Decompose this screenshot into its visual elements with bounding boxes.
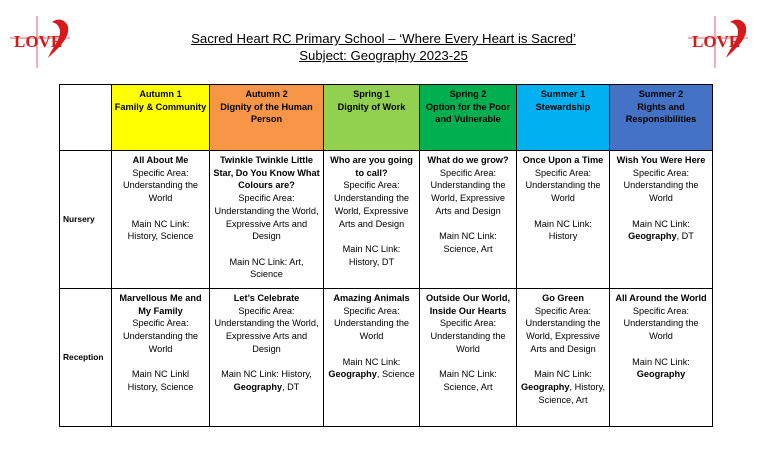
topic-title: Outside Our World, Inside Our Hearts: [425, 293, 511, 316]
topic-cell: [210, 151, 324, 289]
area-text: Understanding the World: [122, 180, 199, 204]
topic-title: All About Me: [132, 155, 189, 165]
topic-cell: [420, 289, 517, 427]
nc-label: Main NC Link: Art, Science: [229, 256, 304, 280]
topic-title: Let’s Celebrate: [233, 293, 300, 303]
topic-cell: [517, 151, 610, 289]
term-name: Spring 1: [353, 89, 390, 99]
topic-cell: [517, 289, 610, 427]
nc-text: [612, 230, 710, 243]
svg-text:LOVE: LOVE: [14, 32, 63, 51]
area-label: Specific Area:: [534, 305, 592, 316]
area-label: Specific Area:: [343, 305, 400, 316]
row-label: Reception: [60, 289, 112, 427]
topic-cell: [610, 151, 713, 289]
term-name: Spring 2: [449, 89, 487, 99]
term-header-autumn-1: [112, 85, 210, 151]
area-label: Specific Area:: [343, 180, 400, 191]
term-name: Autumn 2: [245, 89, 288, 99]
nc-label: Main NC Link:: [439, 369, 497, 380]
term-name: Summer 2: [638, 89, 684, 99]
area-text: Understanding the World, Expressive Arts and Design: [214, 205, 319, 242]
area-text: Understanding the World, Expressive Arts and Design: [525, 318, 601, 354]
area-text: Understanding the World: [525, 180, 601, 204]
topic-cell: [324, 151, 420, 289]
topic-cell: [112, 289, 210, 427]
document-subtitle: Subject: Geography 2023-25: [299, 48, 468, 63]
table-row-nursery: [60, 151, 713, 289]
row-label: Nursery: [60, 151, 112, 289]
topic-cell: [610, 289, 713, 427]
nc-text: History, Science: [127, 381, 194, 392]
area-label: Specific Area:: [238, 193, 295, 204]
topic-title: Marvellous Me and My Family: [119, 293, 202, 316]
term-header-row: [60, 85, 713, 151]
nc-label: Main NC Link:: [131, 218, 190, 229]
topic-cell: [112, 151, 210, 289]
topic-cell: [420, 151, 517, 289]
area-text: Understanding the World: [623, 180, 699, 204]
term-header-summer-1: [517, 85, 610, 151]
area-text: Understanding the World: [333, 318, 410, 342]
nc-rest: , DT: [282, 381, 300, 392]
topic-title: Amazing Animals: [333, 293, 410, 303]
nc-label: Main NC Link:: [632, 218, 690, 229]
nc-bold-subject: Geography: [233, 381, 283, 392]
area-label: Specific Area:: [632, 167, 690, 178]
area-label: Specific Area:: [132, 318, 189, 329]
nc-label: Main NC Link:: [632, 356, 690, 367]
nc-text: [326, 368, 417, 381]
nc-label: Main NC Link:: [534, 369, 592, 380]
nc-label: Main NC Link:: [342, 243, 401, 254]
term-theme: Rights and Responsibilities: [625, 101, 697, 125]
nc-label: Main NC Link:: [534, 218, 592, 229]
term-theme: Stewardship: [535, 101, 591, 112]
geography-curriculum-table: [59, 84, 713, 427]
area-label: Specific Area:: [238, 305, 295, 316]
area-text: Understanding the World: [122, 331, 199, 354]
nc-text: History: [548, 231, 578, 242]
nc-label: Main NC Link:: [342, 356, 401, 367]
area-text: Understanding the World: [430, 331, 506, 354]
term-name: Summer 1: [540, 89, 586, 99]
area-label: Specific Area:: [132, 167, 189, 178]
area-text: Understanding the World: [623, 318, 699, 342]
topic-title: Wish You Were Here: [616, 155, 706, 165]
term-header-autumn-2: [210, 85, 324, 151]
nc-label: Main NC Linkl: [131, 369, 190, 380]
topic-cell: [210, 289, 324, 427]
term-name: Autumn 1: [139, 89, 182, 99]
nc-text: [519, 381, 607, 406]
topic-title: Who are you going to call?: [330, 155, 413, 178]
area-text: Understanding the World, Expressive Arts and Design: [333, 193, 410, 229]
nc-bold-subject: Geography: [520, 381, 570, 392]
nc-bold-subject: Geography: [636, 369, 686, 380]
nc-label: Main NC Link: History,: [221, 369, 312, 380]
nc-text: [212, 381, 321, 394]
area-label: Specific Area:: [439, 318, 497, 329]
term-theme: Family & Community: [114, 101, 207, 112]
term-theme: Option for the Poor and Vulnerable: [425, 101, 511, 125]
nc-rest: , DT: [676, 231, 694, 242]
area-label: Specific Area:: [534, 167, 592, 178]
nc-text: Science, Art: [443, 243, 493, 254]
topic-title: What do we grow?: [427, 155, 509, 165]
nc-rest: , History, Science, Art: [538, 381, 606, 405]
term-theme: Dignity of Work: [337, 101, 406, 112]
svg-text:LOVE: LOVE: [692, 32, 741, 51]
area-text: Understanding the World, Expressive Arts and Design: [214, 318, 319, 354]
nc-bold-subject: Geography: [628, 231, 677, 242]
nc-label: Main NC Link:: [439, 231, 497, 242]
term-header-spring-2: [420, 85, 517, 151]
nc-bold-subject: Geography: [328, 369, 377, 380]
nc-text: History, Science: [127, 231, 194, 242]
topic-title: Go Green: [542, 293, 584, 303]
table-row-reception: [60, 289, 713, 427]
area-text: Understanding the World, Expressive Arts and Design: [430, 180, 506, 216]
corner-cell: [60, 85, 112, 151]
topic-title: All Around the World: [615, 293, 707, 303]
area-label: Specific Area:: [632, 305, 690, 316]
topic-title: Twinkle Twinkle Little Star, Do You Know What Colours are?: [213, 155, 320, 191]
term-header-summer-2: [610, 85, 713, 151]
area-label: Specific Area:: [439, 167, 497, 178]
topic-title: Once Upon a Time: [522, 155, 604, 165]
document-title: Sacred Heart RC Primary School – ‘Where Every Heart is Sacred’: [191, 31, 576, 46]
topic-cell: [324, 289, 420, 427]
term-header-spring-1: [324, 85, 420, 151]
nc-text: History, DT: [348, 256, 395, 267]
nc-rest: , Science: [376, 369, 415, 380]
nc-text: Science, Art: [443, 381, 493, 392]
term-theme: Dignity of the Human Person: [220, 101, 313, 125]
